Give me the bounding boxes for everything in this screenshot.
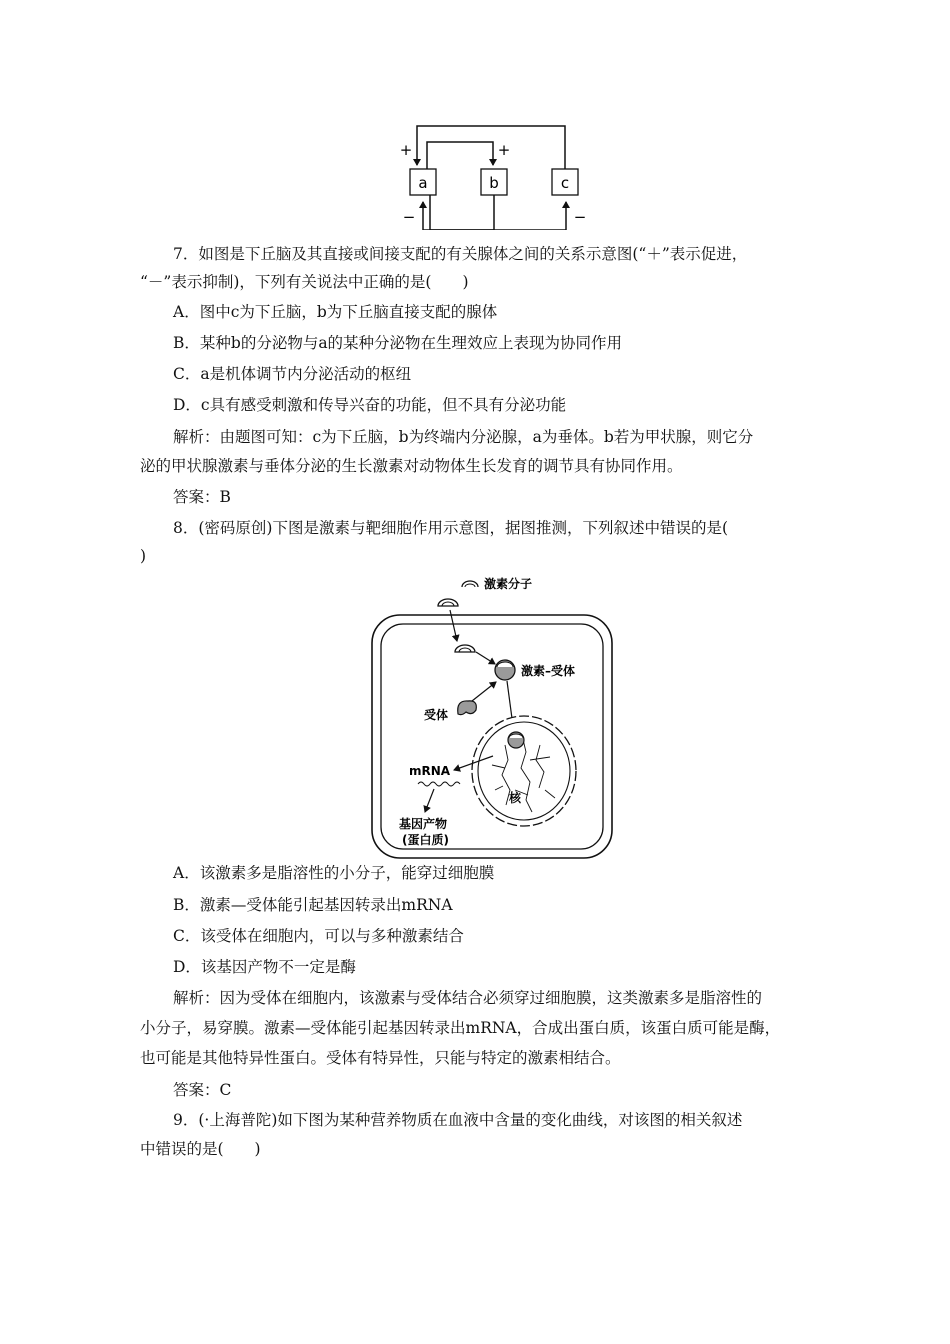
q9-stem-line1: 9．(·上海普陀)如下图为某种营养物质在血液中含量的变化曲线，对该图的相关叙述 [173, 1111, 743, 1129]
q7-option-c: C．a是机体调节内分泌活动的枢纽 [173, 365, 412, 383]
box-c-label: c [560, 174, 570, 192]
q8-stem-line2: ) [140, 547, 147, 565]
q7-option-d: D．c具有感受刺激和传导兴奋的功能，但不具有分泌功能 [173, 396, 567, 414]
minus-a: − [402, 208, 416, 226]
hormone-receptor-label: 激素–受体 [521, 664, 576, 678]
q8-option-a: A．该激素多是脂溶性的小分子，能穿过细胞膜 [173, 864, 495, 882]
arrow-b-to-a [423, 195, 494, 230]
q7-option-b: B．某种b的分泌物与a的某种分泌物在生理效应上表现为协同作用 [173, 334, 623, 352]
q8-analysis-line2: 小分子，易穿膜。激素—受体能引起基因转录出mRNA，合成出蛋白质，该蛋白质可能是酶， [140, 1019, 781, 1037]
q9-stem-line2: 中错误的是( ) [140, 1140, 261, 1158]
q7-stem-line2: “－”表示抑制)，下列有关说法中正确的是( ) [140, 273, 469, 291]
box-a-label: a [418, 174, 428, 192]
nucleus-outer [472, 716, 576, 826]
q7-option-a: A．图中c为下丘脑，b为下丘脑直接支配的腺体 [173, 303, 498, 321]
arrow-c-to-a [417, 126, 565, 170]
nucleus-label: 核 [509, 791, 522, 805]
receptor-label: 受体 [424, 708, 449, 722]
q8-option-b: B．激素—受体能引起基因转录出mRNA [173, 896, 453, 914]
q7-analysis-line1: 解析：由题图可知：c为下丘脑，b为终端内分泌腺，a为垂体。b若为甲状腺，则它分 [173, 428, 754, 446]
plus-a: + [399, 141, 413, 159]
arrow-a-to-b [427, 142, 493, 170]
minus-c: − [573, 208, 587, 226]
gene-product-label-2: (蛋白质) [402, 833, 449, 847]
mrna-label: mRNA [409, 764, 451, 778]
gene-product-label-1: 基因产物 [399, 817, 448, 831]
q8-answer: 答案：C [173, 1081, 232, 1099]
q8-analysis-line1: 解析：因为受体在细胞内，该激素与受体结合必须穿过细胞膜，这类激素多是脂溶性的 [173, 989, 763, 1007]
q7-answer: 答案：B [173, 488, 231, 506]
q8-option-c: C．该受体在细胞内，可以与多种激素结合 [173, 927, 464, 945]
box-b-label: b [489, 174, 499, 192]
q7-analysis-line2: 泌的甲状腺激素与垂体分泌的生长激素对动物体生长发育的调节具有协同作用。 [140, 457, 683, 475]
q8-option-d: D．该基因产物不一定是酶 [173, 958, 356, 976]
gland-relationship-diagram [395, 118, 595, 230]
q8-analysis-line3: 也可能是其他特异性蛋白。受体有特异性，只能与特定的激素相结合。 [140, 1049, 621, 1067]
receptor-shape [458, 701, 477, 715]
hormone-molecule-label: 激素分子 [484, 577, 533, 591]
mrna-strand [418, 782, 460, 786]
hormone-target-cell-diagram [370, 568, 615, 863]
plus-b: + [497, 141, 511, 159]
q7-stem-line1: 7．如图是下丘脑及其直接或间接支配的有关腺体之间的关系示意图(“＋”表示促进， [173, 245, 748, 263]
q8-stem-line1: 8．(密码原创)下图是激素与靶细胞作用示意图，据图推测，下列叙述中错误的是( [173, 519, 729, 537]
arrow-a-to-c [430, 195, 566, 230]
